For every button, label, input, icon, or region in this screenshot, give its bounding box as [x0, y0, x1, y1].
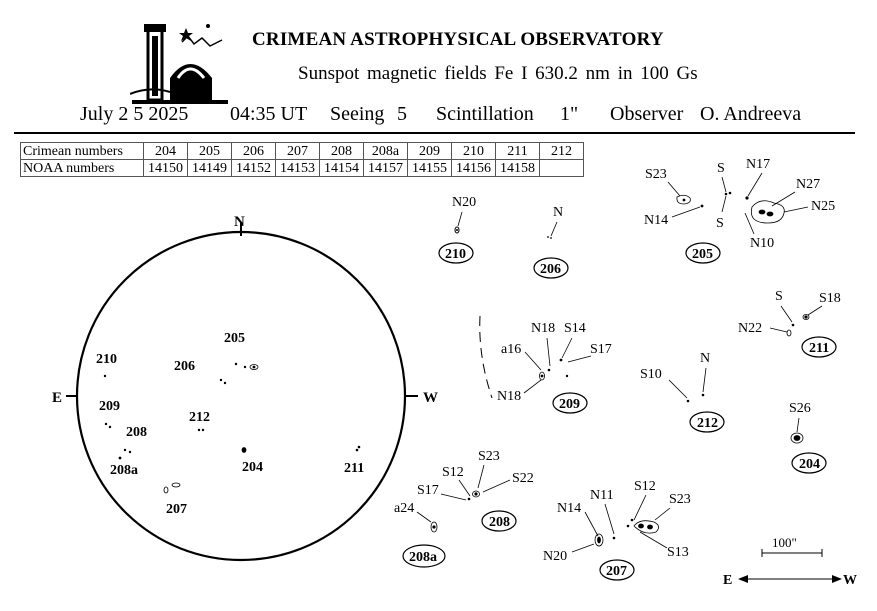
disk-region-label: 205 — [224, 331, 245, 346]
disk-region-label: 212 — [189, 410, 210, 425]
polarity-label: N10 — [750, 236, 775, 251]
polarity-label: S — [775, 289, 783, 304]
polarity-label: N20 — [543, 549, 568, 564]
polarity-label: a16 — [501, 342, 522, 357]
polarity-label: S — [716, 216, 724, 231]
polarity-label: S17 — [590, 342, 612, 357]
region-id-label: 211 — [809, 341, 830, 356]
region-id-label: 208 — [489, 515, 510, 530]
region-panel-204 — [789, 401, 826, 473]
disk-region-label: 208a — [110, 463, 138, 478]
polarity-label: N14 — [644, 213, 669, 228]
region-panel-205 — [644, 157, 835, 263]
table-cell: 211 — [496, 143, 540, 160]
observation-time: 04:35 UT — [230, 103, 308, 125]
scale-east-label: E — [723, 573, 733, 588]
region-id-label: 210 — [445, 247, 466, 262]
polarity-label: S22 — [512, 471, 534, 486]
polarity-label: S10 — [640, 367, 662, 382]
polarity-label: N20 — [452, 195, 477, 210]
table-cell: 14153 — [276, 160, 320, 177]
table-cell: 207 — [276, 143, 320, 160]
disk-west-label: W — [423, 390, 438, 406]
scale-label: 100" — [772, 535, 797, 550]
disk-east-label: E — [52, 390, 63, 406]
table-cell: 206 — [232, 143, 276, 160]
polarity-label: S13 — [667, 545, 689, 560]
table-cell: 209 — [408, 143, 452, 160]
region-panel-209 — [480, 316, 612, 413]
region-panel-212 — [640, 351, 724, 432]
disk-north-label: N — [234, 214, 245, 230]
polarity-label: N18 — [497, 389, 522, 404]
polarity-label: N27 — [796, 177, 821, 192]
region-id-label: 206 — [540, 262, 561, 277]
noaa-numbers-label: NOAA numbers — [21, 160, 144, 177]
table-cell: 14149 — [188, 160, 232, 177]
table-cell: 212 — [540, 143, 584, 160]
disk-region-label: 208 — [126, 425, 147, 440]
disk-region-label: 211 — [344, 461, 365, 476]
table-cell: 205 — [188, 143, 232, 160]
polarity-label: N17 — [746, 157, 771, 172]
table-cell: 210 — [452, 143, 496, 160]
disk-region-label: 206 — [174, 359, 195, 374]
polarity-label: S12 — [442, 465, 464, 480]
polarity-label: S12 — [634, 479, 656, 494]
scintillation-label: Scintillation — [436, 103, 534, 125]
disk-region-label: 207 — [166, 502, 187, 517]
observer-label: Observer — [610, 103, 684, 125]
seeing-label: Seeing — [330, 103, 385, 125]
polarity-label: S18 — [819, 291, 841, 306]
table-cell: 14154 — [320, 160, 364, 177]
region-panel-211 — [738, 289, 841, 357]
table-cell: 208 — [320, 143, 364, 160]
observation-date: July 2 5 2025 — [80, 103, 189, 125]
scintillation-value: 1" — [560, 103, 579, 125]
polarity-label: N22 — [738, 321, 763, 336]
polarity-label: N25 — [811, 199, 836, 214]
table-cell: 204 — [144, 143, 188, 160]
scale-west-label: W — [843, 573, 857, 588]
table-cell: 14150 — [144, 160, 188, 177]
region-id-label: 205 — [692, 247, 713, 262]
table-cell: 14158 — [496, 160, 540, 177]
disk-region-label: 209 — [99, 399, 120, 414]
polarity-label: N14 — [557, 501, 582, 516]
region-panel-208a — [394, 501, 445, 567]
crimean-numbers-label: Crimean numbers — [21, 143, 144, 160]
table-cell: 208a — [364, 143, 408, 160]
chart-subtitle: Sunspot magnetic fields Fe I 630.2 nm in 100 Gs — [298, 63, 698, 84]
polarity-label: S23 — [645, 167, 667, 182]
region-panel-208 — [417, 449, 534, 531]
region-panel-210 — [439, 195, 476, 263]
polarity-label: S14 — [564, 321, 586, 336]
polarity-label: a24 — [394, 501, 415, 516]
region-id-label: 212 — [697, 416, 718, 431]
polarity-label: S23 — [669, 492, 691, 507]
region-id-label: 208a — [409, 550, 437, 565]
observer-name: O. Andreeva — [700, 103, 802, 125]
observatory-title: CRIMEAN ASTROPHYSICAL OBSERVATORY — [252, 29, 664, 50]
polarity-label: N11 — [590, 488, 614, 503]
polarity-label: S26 — [789, 401, 811, 416]
region-id-label: 209 — [559, 397, 580, 412]
table-cell: 14157 — [364, 160, 408, 177]
polarity-label: S17 — [417, 483, 439, 498]
region-panel-206 — [534, 205, 568, 278]
east-west-arrow — [723, 573, 857, 588]
polarity-label: N — [700, 351, 711, 366]
table-cell: 14152 — [232, 160, 276, 177]
region-panel-207 — [543, 479, 691, 580]
seeing-value: 5 — [397, 103, 407, 125]
solar-disk — [52, 214, 438, 560]
region-id-label: 204 — [799, 457, 820, 472]
table-cell: 14156 — [452, 160, 496, 177]
polarity-label: S23 — [478, 449, 500, 464]
disk-region-label: 204 — [242, 460, 263, 475]
scale-bar — [762, 535, 822, 557]
table-cell: 14155 — [408, 160, 452, 177]
polarity-label: N — [553, 205, 564, 220]
polarity-label: S — [717, 161, 725, 176]
disk-region-label: 210 — [96, 352, 117, 367]
region-id-label: 207 — [606, 564, 627, 579]
polarity-label: N18 — [531, 321, 556, 336]
